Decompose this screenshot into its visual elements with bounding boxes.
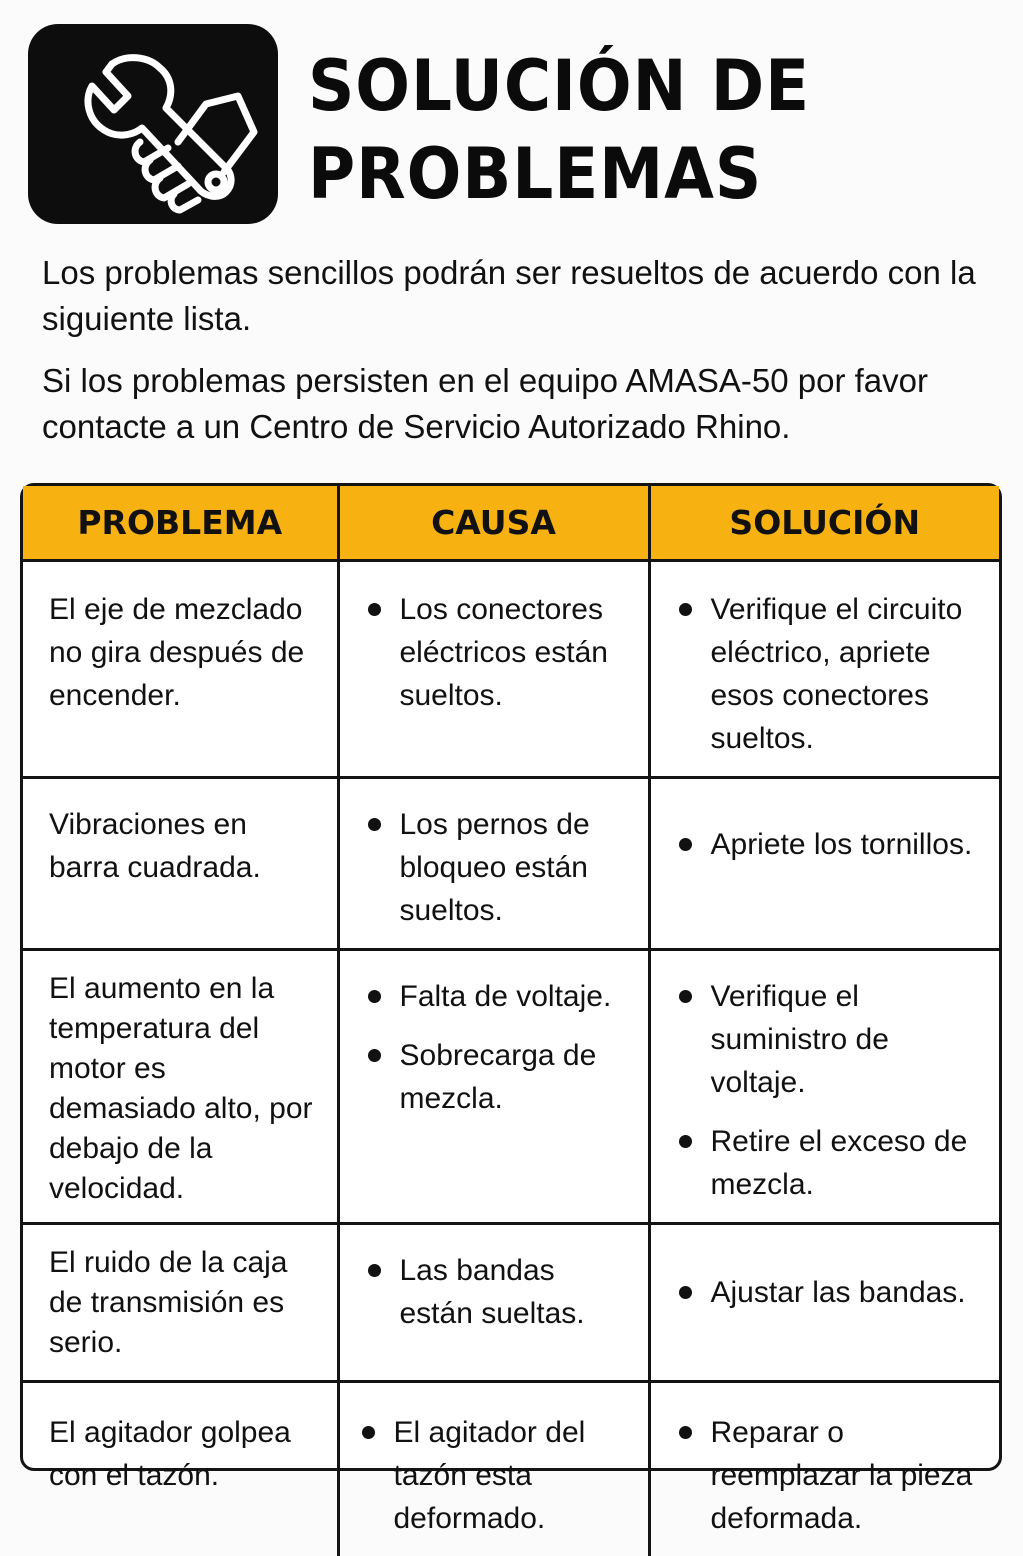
- solution-item: Verifique el suministro de voltaje.: [677, 975, 980, 1104]
- solution-cell: [649, 1223, 999, 1381]
- solution-cell: [649, 1381, 999, 1556]
- header-icon-box: [28, 24, 278, 224]
- intro-paragraph-1: Los problemas sencillos podrán ser resueltos de acuerdo con la siguiente lista.: [42, 254, 976, 337]
- solution-item: Verifique el circuito eléctrico, apriete esos conectores sueltos.: [677, 588, 980, 760]
- page-title-line2: PROBLEMAS: [308, 133, 763, 215]
- table-row: [23, 1381, 999, 1556]
- wrench-in-hand-icon: [28, 24, 278, 224]
- page-title-line1: SOLUCIÓN DE: [308, 45, 811, 127]
- solution-cell: [649, 949, 999, 1223]
- page-title: [308, 42, 952, 218]
- solution-cell: [649, 777, 999, 949]
- table-row: [23, 560, 999, 777]
- intro-paragraph-2: Si los problemas persisten en el equipo AMASA-50 por favor contacte a un Centro de Servicio Autorizado Rhino.: [42, 362, 928, 445]
- problem-cell: El ruido de la caja de transmisión es serio.: [23, 1223, 338, 1381]
- cause-item: Falta de voltaje.: [366, 975, 628, 1018]
- cause-cell: [338, 1381, 649, 1556]
- cause-item: Las bandas están sueltas.: [366, 1249, 628, 1335]
- solution-item: Reparar o reemplazar la pieza deformada.: [677, 1411, 980, 1540]
- column-header-solution: SOLUCIÓN: [649, 486, 999, 560]
- problem-cell: El eje de mezclado no gira después de encender.: [23, 560, 338, 777]
- solution-item: Ajustar las bandas.: [677, 1271, 980, 1314]
- cause-cell: [338, 777, 649, 949]
- problem-cell: El agitador golpea con el tazón.: [23, 1381, 338, 1556]
- column-header-problem: PROBLEMA: [23, 486, 338, 560]
- table-row: [23, 949, 999, 1223]
- cause-item: Sobrecarga de mezcla.: [366, 1034, 628, 1120]
- table-row: [23, 1223, 999, 1381]
- cause-item: Los conectores eléctricos están sueltos.: [366, 588, 628, 717]
- solution-item: Retire el exceso de mezcla.: [677, 1120, 980, 1206]
- table-row: [23, 777, 999, 949]
- problem-cell: Vibraciones en barra cuadrada.: [23, 777, 338, 949]
- cause-cell: [338, 949, 649, 1223]
- cause-item: El agitador del tazón esta deformado.: [360, 1411, 628, 1540]
- table-header-row: [23, 486, 999, 560]
- column-header-cause: CAUSA: [338, 486, 649, 560]
- cause-item: Los pernos de bloqueo están sueltos.: [366, 803, 628, 932]
- cause-cell: [338, 560, 649, 777]
- problem-cell: El aumento en la temperatura del motor es demasiado alto, por debajo de la velocidad.: [23, 949, 338, 1223]
- troubleshooting-table: [20, 483, 1002, 1535]
- solution-cell: [649, 560, 999, 777]
- solution-item: Apriete los tornillos.: [677, 823, 980, 866]
- cause-cell: [338, 1223, 649, 1381]
